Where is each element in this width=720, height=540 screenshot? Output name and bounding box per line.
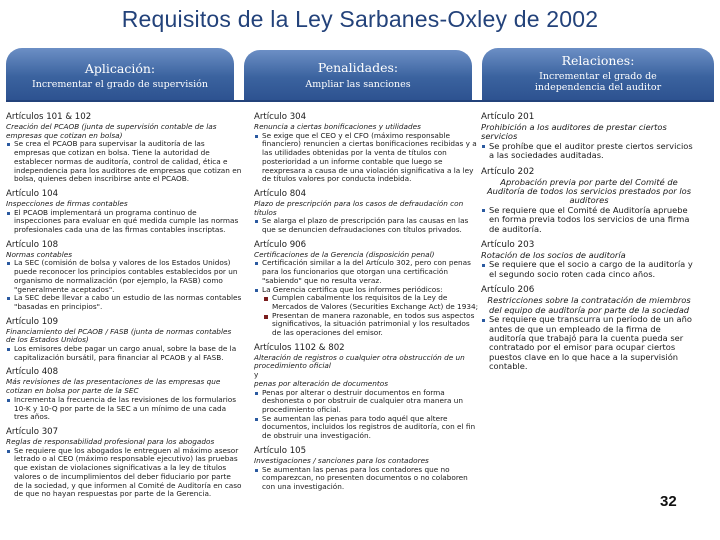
section (254, 189, 480, 235)
bullet: Se requiere que el Comité de Auditoría apruebe en forma previa todos los servicios de una firma de auditoría. (481, 206, 697, 234)
article-number: Artículo 201 (481, 112, 535, 122)
article-title: Alteración de registros o cualquier otra obstrucción de un procedimiento oficial (254, 352, 465, 371)
bullet: Se requiere que transcurra un período de un año antes de que un empleado de la firma de auditoría que trabajó para la cuenta pueda ser contratado por el emisor para ocupar ciertos puestos clave en lo que hace a la supervisión contable. (481, 315, 697, 371)
article-number: Artículo 906 (254, 239, 307, 250)
article-number: Artículo 105 (254, 445, 307, 456)
section (6, 112, 242, 184)
bullet: La SEC debe llevar a cabo un estudio de las normas contables "basadas en principios". (6, 294, 242, 311)
section (481, 240, 697, 279)
article-number: Artículo 202 (481, 166, 535, 177)
article-title: Renuncia a ciertas bonificaciones y utilidades (254, 122, 421, 131)
section (6, 317, 242, 363)
article-number: Artículo 307 (6, 426, 59, 437)
bullet: El PCAOB implementará un programa continuo de inspecciones para evaluar en qué medida cumple las normas profesionales cada una de las firmas contables inscriptas. (6, 209, 242, 235)
tab-subtitle: Incrementar el grado de independencia del auditor (534, 71, 662, 93)
article-title: Investigaciones / sanciones para los contadores (254, 455, 429, 465)
bullet: Se prohíbe que el auditor preste ciertos servicios a las sociedades auditadas. (481, 142, 697, 161)
article-number: Artículo 108 (6, 239, 59, 250)
slide-title: Requisitos de la Ley Sarbanes-Oxley de 2002 (121, 6, 599, 32)
section (254, 446, 480, 492)
article-title: Prohibición a los auditores de prestar ciertos servicios (481, 122, 667, 142)
tab-penalidades (244, 50, 472, 100)
column-relaciones (481, 112, 697, 378)
divider (6, 100, 714, 102)
conjunction: y (254, 370, 259, 380)
article-number: Artículo 206 (481, 285, 535, 296)
section (481, 285, 697, 371)
article-title: Rotación de los socios de auditoría (481, 250, 626, 261)
tab-relaciones (482, 48, 714, 100)
bullet: Se exige que el CEO y el CFO (máximo responsable financiero) renuncien a ciertas bonificaciones recibidas y a las utilidades obtenidas por la venta de títulos con posterioridad a un informe contable que luego se reexpresara a causa de una violación significativa a la ley de títulos valores por conducta indebida. (254, 132, 480, 184)
article-title: Creación del PCAOB (junta de supervisión contable de las empresas que cotizan en bolsa) (6, 122, 217, 140)
bullet: Se requiere que el socio a cargo de la auditoría y el segundo socio roten cada cinco años. (481, 260, 697, 279)
section (6, 427, 242, 499)
article-number: Artículos 101 & 102 (6, 112, 92, 122)
bullet: Los emisores debe pagar un cargo anual, sobre la base de la capitalización bursátil, para financiar al PCAOB y al FASB. (6, 345, 242, 362)
tab-aplicacion (6, 48, 234, 100)
bullet: Incrementa la frecuencia de las revisiones de los formularios 10-K y 10-Q por parte de la SEC a un mínimo de una cada tres años. (6, 396, 242, 422)
bullet: Se requiere que los abogados le entreguen al máximo asesor letrado o al CEO (máximo responsable ejecutivo) las pruebas que existan de violaciones significativas a la ley de títulos valores o de incumplimientos del deber fiduciario por parte de la sociedad, y que informen al Comité de Auditoría en caso de que no hayan respuestas por parte de la Gerencia. (6, 447, 242, 499)
bullet: La Gerencia certifica que los informes periódicos: (254, 286, 480, 295)
article-title: Inspecciones de firmas contables (6, 198, 128, 208)
bullet: Penas por alterar o destruir documentos en forma deshonesta o por obstruir de cualquier otra manera un procedimiento oficial. (254, 389, 480, 415)
bullet: Certificación similar a la del Artículo 302, pero con penas para los funcionarios que otorgan una certificación "sabiendo" que no resulta veraz. (254, 259, 480, 285)
bullet: La SEC (comisión de bolsa y valores de los Estados Unidos) puede reconocer los principios contables establecidos por un organismo de normalización (por ejemplo, la FASB) como "generalmente aceptados". (6, 259, 242, 294)
article-title: Reglas de responsabilidad profesional para los abogados (6, 436, 215, 446)
bullet: Se alarga el plazo de prescripción para las causas en las que se denuncien defraudaciones con títulos privados. (254, 217, 480, 234)
article-number: Artículo 304 (254, 112, 307, 122)
tab-heading: Aplicación: (84, 61, 156, 76)
column-aplicacion (6, 112, 242, 504)
section (254, 343, 480, 441)
section (254, 112, 480, 184)
page-number: 32 (660, 493, 677, 510)
sub-bullet: Cumplen cabalmente los requisitos de la Ley de Mercados de Valores (Securities Exchange Act) de 1934; (254, 294, 480, 311)
bullet: Se aumentan las penas para todo aquél que altere documentos, incluidos los registros de auditoría, con el fin de obstruir una investigación. (254, 415, 480, 441)
bullet: Se aumentan las penas para los contadores que no comparezcan, no presenten documentos o no colaboren con una investigación. (254, 466, 480, 492)
article-title: Más revisiones de las presentaciones de las empresas que cotizan en bolsa por parte de la SEC (6, 377, 221, 396)
article-number: Artículo 109 (6, 316, 59, 327)
sub-bullet: Presentan de manera razonable, en todos sus aspectos significativos, la situación patrimonial y los resultados de las operaciones del emisor. (254, 312, 480, 338)
section (6, 240, 242, 312)
article-title: Certificaciones de la Gerencia (disposición penal) (254, 249, 435, 259)
section (6, 189, 242, 235)
article-title: penas por alteración de documentos (254, 378, 389, 388)
article-number: Artículos 1102 & 802 (254, 342, 345, 353)
section (481, 167, 697, 234)
bullet: Se crea el PCAOB para supervisar la auditoría de las empresas que cotizan en bolsa. Tiene la autoridad de establecer normas de auditoría, control de calidad, ética e independencia para los auditores de empresas que cotizan en bolsa, quienes deben inscribirse ante el PCAOB. (6, 140, 242, 184)
section (6, 367, 242, 422)
article-title: Normas contables (6, 249, 73, 259)
article-number: Artículo 203 (481, 240, 535, 251)
section (481, 112, 697, 161)
article-title: Aprobación previa por parte del Comité de Auditoría de todos los servicios prestados por los auditores (486, 176, 692, 206)
article-title: Financiamiento del PCAOB / FASB (junta de normas contables de los Estados Unidos) (6, 326, 232, 345)
section (254, 240, 480, 338)
column-penalidades (254, 112, 480, 497)
tab-heading: Penalidades: (317, 60, 399, 75)
tab-subtitle: Incrementar el grado de supervisión (31, 79, 209, 90)
tab-heading: Relaciones: (561, 53, 635, 68)
tab-subtitle: Ampliar las sanciones (305, 79, 411, 90)
article-number: Artículo 104 (6, 188, 59, 199)
article-number: Artículo 408 (6, 367, 59, 378)
article-title: Restricciones sobre la contratación de miembros del equipo de auditoría por parte de la sociedad (487, 295, 691, 315)
article-title: Plazo de prescripción para los casos de defraudación con títulos (254, 198, 464, 217)
article-number: Artículo 804 (254, 188, 307, 199)
